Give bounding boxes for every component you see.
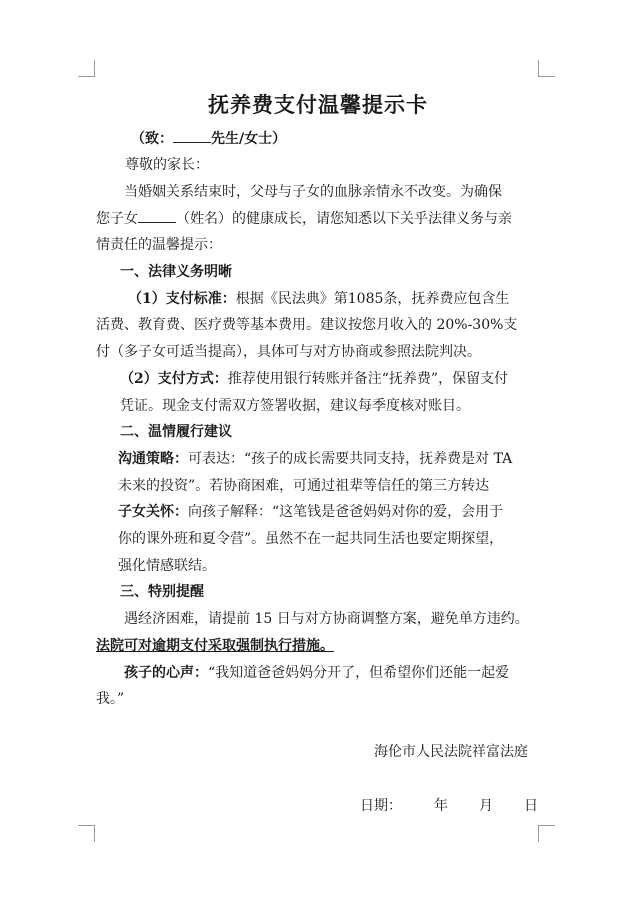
intro-text-a: 您子女: [96, 211, 138, 227]
crop-mark-bottom-left: [78, 825, 95, 842]
recipient-prefix: （致：: [131, 131, 173, 147]
payment-method-text: 推荐使用银行转账并备注“抚养费”，保留支付: [227, 371, 509, 387]
date-label: 日期：: [360, 798, 402, 814]
payment-method-line-1: [120, 369, 508, 389]
child-voice-label: 孩子的心声：: [124, 665, 208, 681]
payment-standard-label: （1）支付标准：: [128, 291, 236, 307]
payment-method-line-2: 凭证。现金支付需双方签署收据，建议每季度核对账目。: [120, 398, 470, 414]
section-2-heading: 二、温情履行建议: [120, 424, 232, 440]
payment-standard-text: 根据《民法典》第1085条，抚养费应包含生: [235, 291, 510, 307]
date-month: 月: [479, 798, 493, 814]
recipient-name-blank: [173, 129, 211, 143]
intro-line-3: 情责任的温馨提示：: [96, 237, 222, 253]
child-care-line-1: [118, 502, 503, 522]
date-day: 日: [524, 798, 538, 814]
child-voice-text: “我知道爸爸妈妈分开了，但希望你们还能一起爱: [208, 665, 510, 681]
child-care-line-3: 强化情感联结。: [118, 558, 216, 574]
payment-method-label: （2）支付方式：: [120, 371, 228, 387]
child-voice-line-1: [124, 663, 509, 683]
payment-standard-line-2: 活费、教育费、医疗费等基本费用。建议按您月收入的 20%-30%支: [96, 317, 518, 333]
communication-label: 沟通策略：: [118, 451, 188, 467]
intro-line-1: 当婚姻关系结束时，父母与子女的血脉亲情永不改变。为确保: [124, 184, 502, 200]
section-1-heading: 一、法律义务明晰: [120, 264, 232, 280]
recipient-line: [131, 129, 286, 149]
payment-standard-line-3: 付（多子女可适当提高），具体可与对方协商或参照法院判决。: [96, 344, 481, 360]
crop-mark-bottom-right: [538, 825, 555, 842]
communication-line-1: [118, 449, 512, 469]
document-title: 抚养费支付温馨提示卡: [208, 92, 428, 117]
recipient-suffix: 先生/女士）: [211, 131, 287, 147]
intro-line-2: [96, 209, 512, 229]
enforcement-warning: 法院可对逾期支付采取强制执行措施。: [96, 638, 334, 654]
child-name-blank: [138, 209, 176, 223]
issuer-name: 海伦市人民法院祥富法庭: [374, 744, 528, 760]
communication-text: 可表达：“孩子的成长需要共同支持，抚养费是对 TA: [188, 451, 513, 467]
date-year: 年: [434, 798, 448, 814]
child-care-text: 向孩子解释：“这笔钱是爸爸妈妈对你的爱，会用于: [188, 504, 504, 520]
child-care-line-2: 你的课外班和夏令营”。虽然不在一起共同生活也要定期探望，: [118, 531, 504, 547]
greeting: 尊敬的家长：: [125, 157, 209, 173]
child-voice-line-2: 我。”: [96, 691, 125, 707]
intro-text-b: （姓名）的健康成长，请您知悉以下关乎法律义务与亲: [176, 211, 512, 227]
crop-mark-top-right: [538, 60, 555, 77]
special-reminder-line: 遇经济困难，请提前 15 日与对方协商调整方案，避免单方违约。: [124, 611, 529, 627]
communication-line-2: 未来的投资”。若协商困难，可通过祖辈等信任的第三方转达: [118, 478, 490, 494]
crop-mark-top-left: [78, 60, 95, 77]
payment-standard-line-1: [128, 289, 509, 309]
child-care-label: 子女关怀：: [118, 504, 188, 520]
section-3-heading: 三、特别提醒: [120, 584, 204, 600]
